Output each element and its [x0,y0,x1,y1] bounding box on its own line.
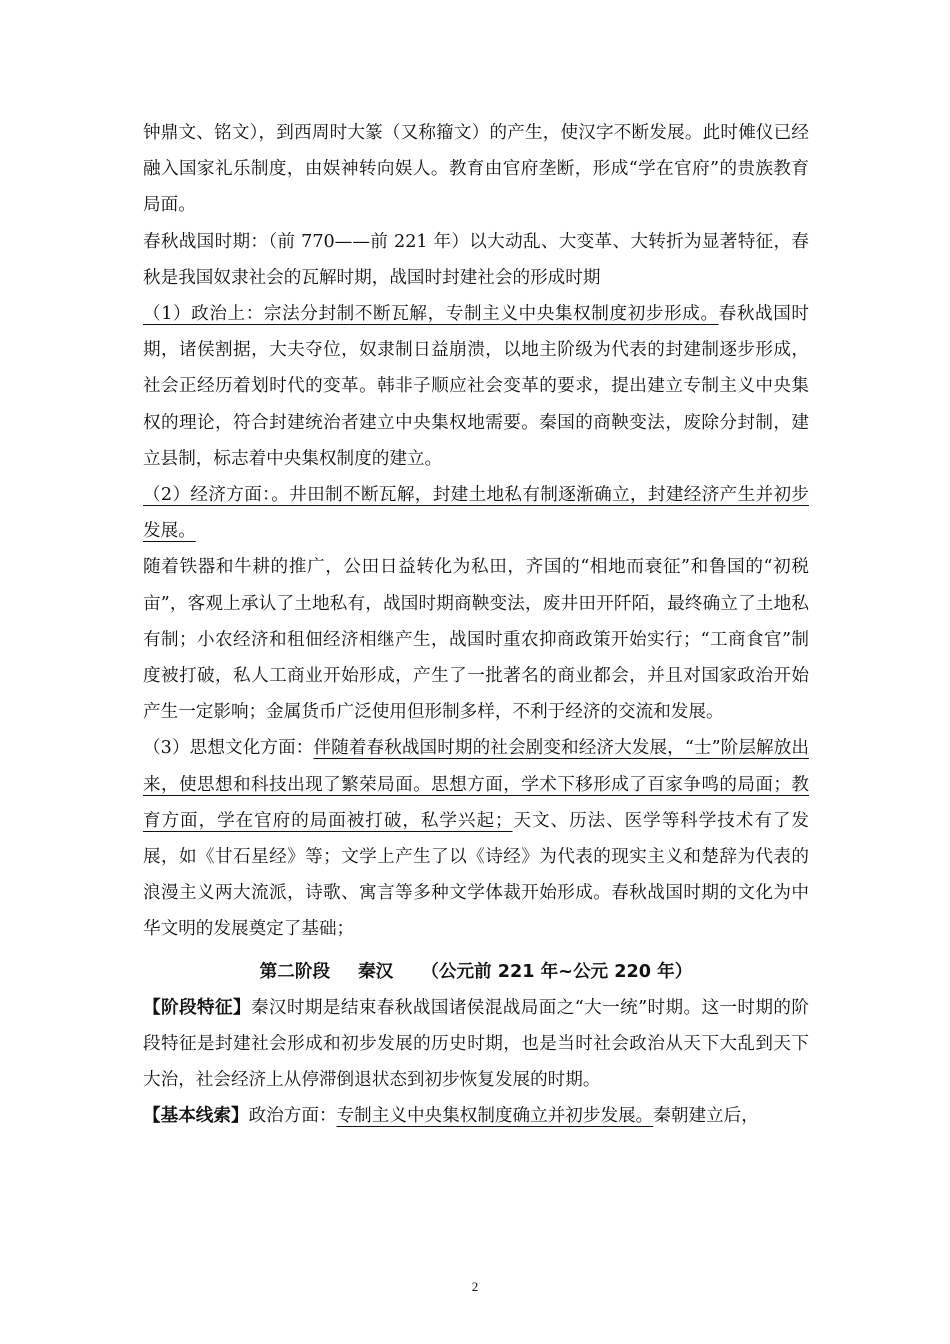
politics-text: 春秋战国时期，诸侯割据，大夫夺位，奴隶制日益崩溃，以地主阶级为代表的封建制逐步形成，社会正经历着划时代的变革。韩非子顺应社会变革的要求，提出建立专制主义中央集权的理论，符合封建统治者建立中央集权地需要。秦国的商鞅变法，废除分封制，建立县制，标志着中央集权制度的建立。 [143,304,809,469]
page-number: 2 [471,1279,479,1294]
culture-underlined: 伴随着春秋战国时期的社会剧变和经济大发展，“士”阶层解放出来，使思想和科技出现了繁荣局面。思想方面，学术下移形成了百家争鸣的局面；教育方面，学在官府的局面被打破，私学兴起； [143,738,809,831]
paragraph-politics [143,296,809,477]
era-name: 秦汉 [358,961,394,982]
basic-clue-underlined: 专制主义中央集权制度确立并初步发展。 [336,1106,654,1127]
paragraph-culture [143,730,809,947]
stage-features-text: 秦汉时期是结束春秋战国诸侯混战局面之“大一统”时期。这一时期的阶段特征是封建社会形成和初步发展的历史时期，也是当时社会政治从天下大乱到天下大治，社会经济上从停滞倒退状态到初步恢复发展的时期。 [143,997,809,1091]
stage-features-label: 【阶段特征】 [143,997,251,1018]
stage-title: 第二阶段 [259,961,331,982]
paragraph-stage-features [143,990,809,1099]
basic-clue-prefix: 政治方面： [248,1106,337,1127]
culture-label: （3）思想文化方面： [143,738,314,759]
politics-underlined: （1）政治上：宗法分封制不断瓦解，专制主义中央集权制度初步形成。 [143,304,719,325]
paragraph-writing-education: 钟鼎文、铭文），到西周时大篆（又称籀文）的产生，使汉字不断发展。此时傩仪已经融入国家礼乐制度，由娱神转向娱人。教育由官府垄断，形成“学在官府”的贵族教育局面。 [143,123,809,216]
section-heading [143,954,809,990]
culture-text: 天文、历法、医学等科学技术有了发展，如《甘石星经》等；文学上产生了以《诗经》为代表的现实主义和楚辞为代表的浪漫主义两大流派，诗歌、寓言等多种文学体裁开始形成。春秋战国时期的文化为中华文明的发展奠定了基础； [143,810,809,940]
paragraph-basic-clue [143,1098,809,1134]
document-body [143,115,809,1135]
basic-clue-label: 【基本线索】 [143,1106,249,1127]
paragraph-economy: 随着铁器和牛耕的推广，公田日益转化为私田，齐国的“相地而衰征”和鲁国的“初税亩”，客观上承认了土地私有，战国时期商鞅变法，废井田开阡陌，最终确立了土地私有制；小农经济和租佃经济相继产生，战国时重农抑商政策开始实行；“工商食官”制度被打破，私人工商业开始形成，产生了一批著名的商业都会，并且对国家政治开始产生一定影响；金属货币广泛使用但形制多样，不利于经济的交流和发展。 [143,557,809,723]
basic-clue-suffix: 秦朝建立后， [653,1106,759,1127]
paragraph-spring-autumn-intro: 春秋战国时期：（前 770——前 221 年）以大动乱、大变革、大转折为显著特征，春秋是我国奴隶社会的瓦解时期，战国时封建社会的形成时期 [143,231,809,288]
economy-underlined: （2）经济方面：。井田制不断瓦解，封建土地私有制逐渐确立，封建经济产生并初步发展。 [143,485,809,542]
paragraph-economy-heading [143,477,809,549]
era-range: （公元前 221 年~公元 220 年） [421,961,693,982]
